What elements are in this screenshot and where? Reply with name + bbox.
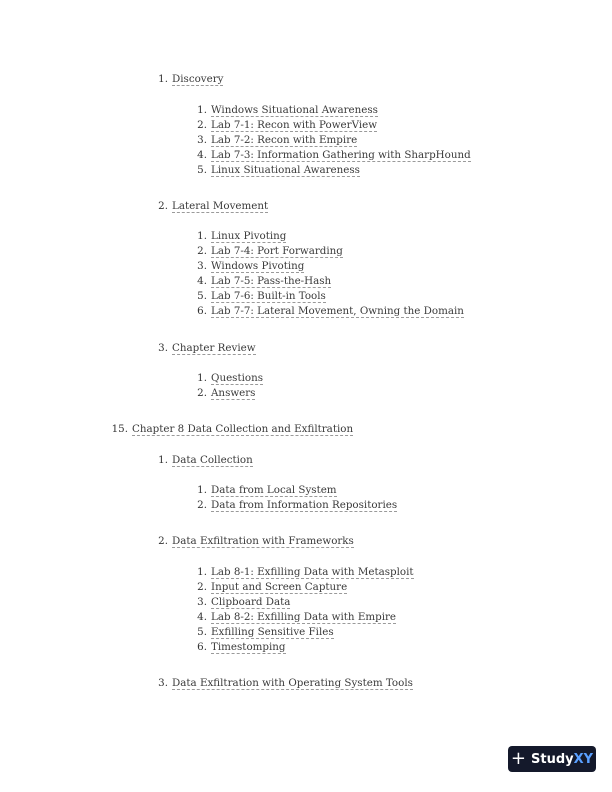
toc-number: 2.: [158, 535, 168, 547]
toc-entry: [193, 164, 360, 177]
toc-entry: [193, 260, 304, 273]
toc-entry: [154, 200, 268, 213]
toc-number: 1.: [197, 230, 207, 242]
toc-link[interactable]: Data Collection: [172, 454, 253, 466]
toc-number: 1.: [197, 104, 207, 116]
toc-entry: [193, 305, 464, 318]
toc-entry: [193, 641, 286, 654]
toc-entry: [193, 484, 337, 497]
toc-link[interactable]: Lab 7-1: Recon with PowerView: [211, 119, 378, 131]
toc-link[interactable]: Exfilling Sensitive Files: [211, 626, 334, 638]
toc-number: 2.: [158, 200, 168, 212]
toc-link[interactable]: Lab 8-2: Exfilling Data with Empire: [211, 611, 397, 623]
toc-entry: [193, 245, 343, 258]
toc-entry: [154, 677, 413, 690]
toc-link[interactable]: Input and Screen Capture: [211, 581, 348, 593]
toc-link[interactable]: Lab 7-2: Recon with Empire: [211, 134, 358, 146]
toc-number: 2.: [197, 499, 207, 511]
toc-entry: [193, 119, 377, 132]
toc-number: 3.: [158, 342, 168, 354]
toc-number: 6.: [197, 305, 207, 317]
toc-link[interactable]: Windows Situational Awareness: [211, 104, 378, 116]
toc-number: 1.: [197, 372, 207, 384]
badge-brand: Study: [531, 751, 574, 767]
toc-entry: [154, 454, 253, 467]
plus-icon: +: [510, 748, 527, 769]
toc-number: 3.: [197, 134, 207, 146]
toc-entry: [193, 581, 347, 594]
toc-number: 5.: [197, 626, 207, 638]
toc-entry: [154, 342, 256, 355]
toc-entry: [193, 134, 357, 147]
toc-number: 2.: [197, 387, 207, 399]
toc-number: 3.: [197, 596, 207, 608]
toc-link[interactable]: Discovery: [172, 73, 224, 85]
toc-number: 2.: [197, 119, 207, 131]
studyxy-badge[interactable]: [508, 746, 596, 772]
toc-number: 1.: [158, 73, 168, 85]
toc-link[interactable]: Data Exfiltration with Frameworks: [172, 535, 354, 547]
toc-entry: [193, 626, 334, 639]
toc-entry: [193, 611, 396, 624]
toc-link[interactable]: Clipboard Data: [211, 596, 291, 608]
toc-number: 3.: [158, 677, 168, 689]
toc-link[interactable]: Lab 7-4: Port Forwarding: [211, 245, 343, 257]
toc-number: 15.: [111, 423, 128, 435]
toc-number: 2.: [197, 245, 207, 257]
toc-number: 2.: [197, 581, 207, 593]
toc-link[interactable]: Linux Situational Awareness: [211, 164, 360, 176]
toc-link[interactable]: Chapter 8 Data Collection and Exfiltration: [132, 423, 354, 435]
toc-number: 4.: [197, 149, 207, 161]
toc-number: 4.: [197, 275, 207, 287]
toc-entry: [154, 73, 223, 86]
toc-number: 4.: [197, 611, 207, 623]
toc-entry: [193, 275, 331, 288]
toc-entry: [193, 387, 255, 400]
toc-number: 5.: [197, 164, 207, 176]
toc-entry: [193, 149, 471, 162]
toc-link[interactable]: Questions: [211, 372, 263, 384]
toc-chapter-entry: [108, 423, 353, 436]
toc-entry: [193, 499, 397, 512]
toc-link[interactable]: Data from Information Repositories: [211, 499, 398, 511]
toc-number: 5.: [197, 290, 207, 302]
toc-link[interactable]: Lab 7-7: Lateral Movement, Owning the Domain: [211, 305, 464, 317]
toc-number: 3.: [197, 260, 207, 272]
toc-entry: [193, 596, 290, 609]
toc-number: 1.: [158, 454, 168, 466]
toc-link[interactable]: Lab 8-1: Exfilling Data with Metasploit: [211, 566, 414, 578]
toc-link[interactable]: Windows Pivoting: [211, 260, 305, 272]
toc-entry: [193, 372, 263, 385]
toc-link[interactable]: Lateral Movement: [172, 200, 269, 212]
toc-link[interactable]: Lab 7-6: Built-in Tools: [211, 290, 326, 302]
toc-link[interactable]: Data Exfiltration with Operating System Tools: [172, 677, 413, 689]
toc-link[interactable]: Lab 7-5: Pass-the-Hash: [211, 275, 332, 287]
toc-entry: [193, 290, 326, 303]
toc-entry: [193, 566, 414, 579]
toc-entry: [193, 104, 378, 117]
toc-link[interactable]: Data from Local System: [211, 484, 337, 496]
toc-number: 1.: [197, 484, 207, 496]
toc-link[interactable]: Timestomping: [211, 641, 286, 653]
toc-entry: [154, 535, 354, 548]
toc-link[interactable]: Linux Pivoting: [211, 230, 287, 242]
toc-number: 6.: [197, 641, 207, 653]
toc-number: 1.: [197, 566, 207, 578]
toc-entry: [193, 230, 286, 243]
toc-link[interactable]: Lab 7-3: Information Gathering with SharpHound: [211, 149, 471, 161]
toc-link[interactable]: Chapter Review: [172, 342, 256, 354]
toc-link[interactable]: Answers: [211, 387, 256, 399]
badge-brand-accent: XY: [573, 751, 594, 767]
